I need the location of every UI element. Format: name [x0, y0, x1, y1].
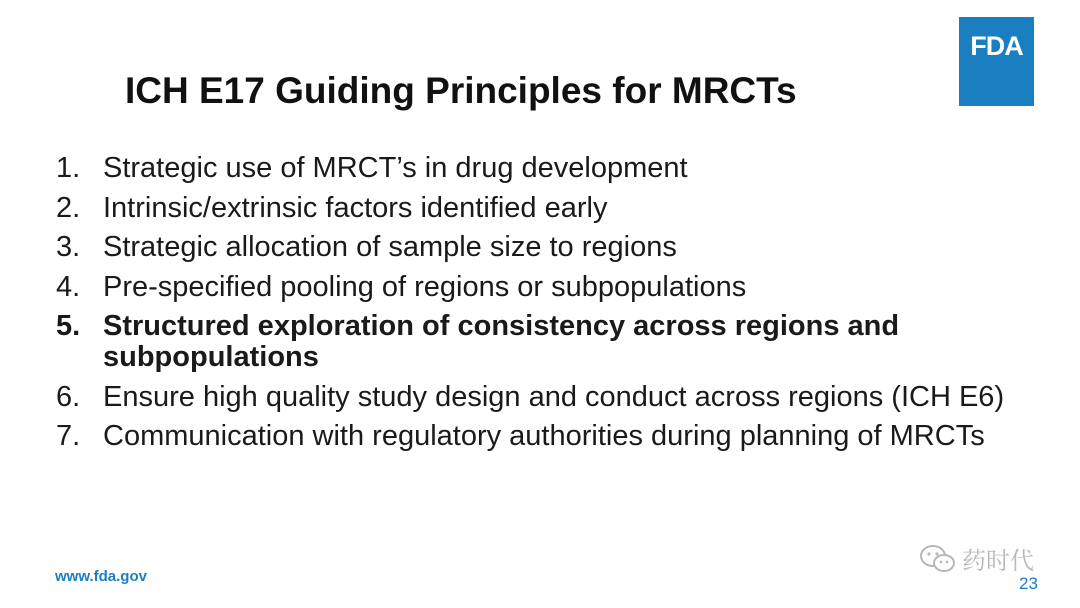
- list-item-number: 2.: [56, 191, 81, 224]
- footer-url[interactable]: www.fda.gov: [55, 568, 147, 585]
- list-item: [56, 193, 1036, 224]
- principles-list: [56, 153, 1036, 461]
- list-item: [56, 153, 1036, 184]
- list-item-text: Ensure high quality study design and conduct across regions (ICH E6): [103, 380, 1005, 413]
- list-item-number: 4.: [56, 270, 81, 303]
- list-item: [56, 232, 1036, 263]
- list-item-text: Intrinsic/extrinsic factors identified early: [103, 191, 608, 224]
- watermark-text: 药时代: [962, 548, 1034, 575]
- list-item: [56, 272, 1036, 303]
- wechat-icon: [918, 543, 958, 575]
- list-item-highlighted: [56, 311, 1036, 373]
- list-item-number: 7.: [56, 420, 81, 452]
- fda-logo: [959, 17, 1034, 106]
- watermark: [918, 541, 1034, 576]
- slide-title: ICH E17 Guiding Principles for MRCTs: [125, 70, 797, 111]
- list-item-number: 3.: [56, 231, 81, 263]
- list-item-number: 1.: [56, 152, 81, 184]
- list-item-number: 6.: [56, 380, 81, 413]
- list-item-text: Strategic allocation of sample size to regions: [103, 231, 677, 263]
- page-number: 23: [1019, 574, 1038, 593]
- list-item-number: 5.: [56, 310, 81, 342]
- fda-logo-text: FDA: [970, 31, 1023, 61]
- list-item: [56, 421, 1036, 452]
- list-item-text: Communication with regulatory authorities during planning of MRCTs: [103, 420, 985, 452]
- list-item-text: Strategic use of MRCT’s in drug development: [103, 152, 688, 184]
- list-item-text: Pre-specified pooling of regions or subpopulations: [103, 270, 747, 303]
- list-item: [56, 382, 1036, 413]
- list-item-text: Structured exploration of consistency across regions and subpopulations: [103, 310, 900, 373]
